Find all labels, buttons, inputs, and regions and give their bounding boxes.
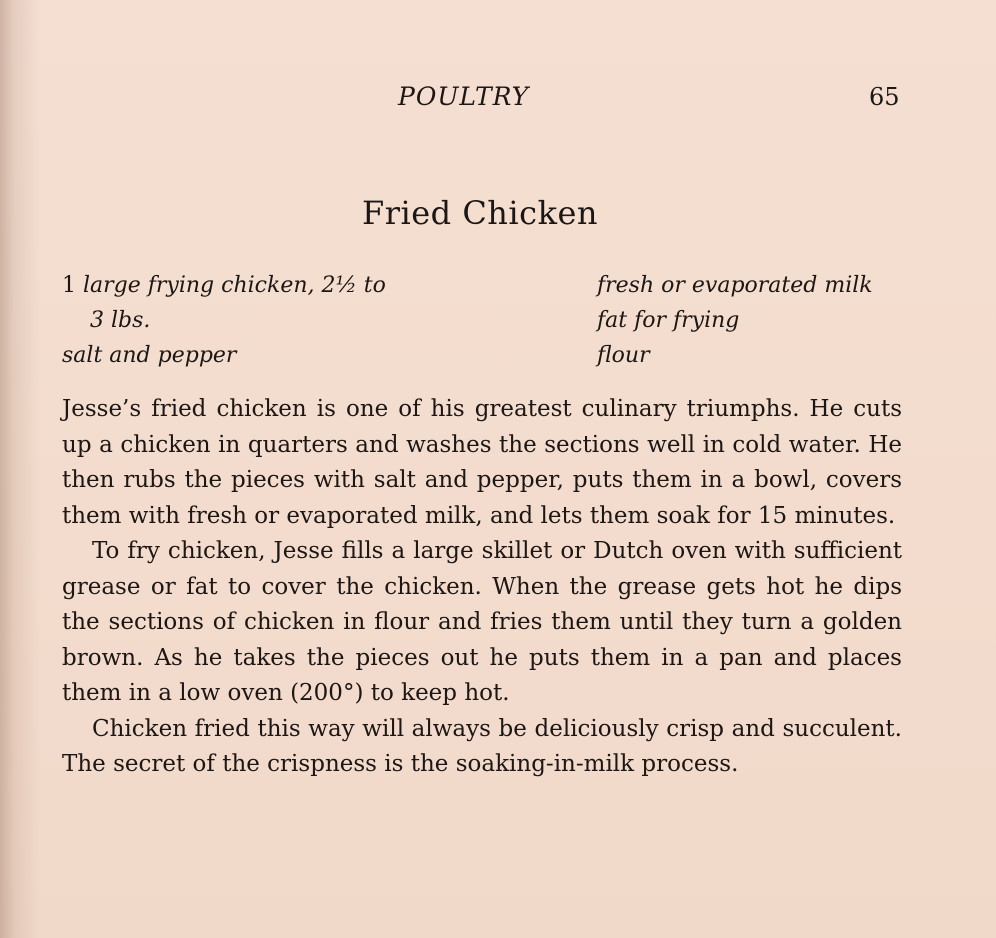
ingredient-item <box>62 268 482 303</box>
running-head: POULTRY <box>398 82 530 111</box>
ingredients-column-left <box>62 268 482 373</box>
recipe-title: Fried Chicken <box>361 194 598 232</box>
page-number: 65 <box>869 83 900 111</box>
recipe-body <box>62 392 902 783</box>
ingredient-item <box>597 303 907 338</box>
ingredient-text: fresh or evaporated milk <box>597 273 873 298</box>
ingredient-item-continuation <box>62 303 482 338</box>
ingredients-list <box>62 268 902 378</box>
ingredient-text: large frying chicken, 2½ to <box>83 273 386 298</box>
ingredient-text: flour <box>597 343 650 368</box>
paragraph: To fry chicken, Jesse fills a large skillet or Dutch oven with sufficient grease or fat to cover the chicken. When the grease gets hot he dips the sections of chicken in flour and fries them until they turn a golden brown. As he takes the pieces out he puts them in a pan and places them in a low oven (200°) to keep hot. <box>62 538 902 706</box>
ingredient-text: salt and pepper <box>62 343 237 368</box>
ingredient-item <box>62 338 482 373</box>
ingredient-text: 3 lbs. <box>90 308 151 333</box>
ingredient-item <box>597 338 907 373</box>
ingredient-item <box>597 268 907 303</box>
ingredients-column-right <box>597 268 907 373</box>
paragraph: Jesse’s fried chicken is one of his greatest culinary triumphs. He cuts up a chicken in quarters and washes the sections well in cold water. He then rubs the pieces with salt and pepper, puts them in a bowl, covers them with fresh or evaporated milk, and lets them soak for 15 minutes. <box>62 396 902 529</box>
paragraph: Chicken fried this way will always be deliciously crisp and succulent. The secret of the crispness is the soaking-in-milk process. <box>62 715 902 777</box>
ingredient-text: fat for frying <box>597 308 740 333</box>
ingredient-quantity: 1 <box>62 273 83 298</box>
